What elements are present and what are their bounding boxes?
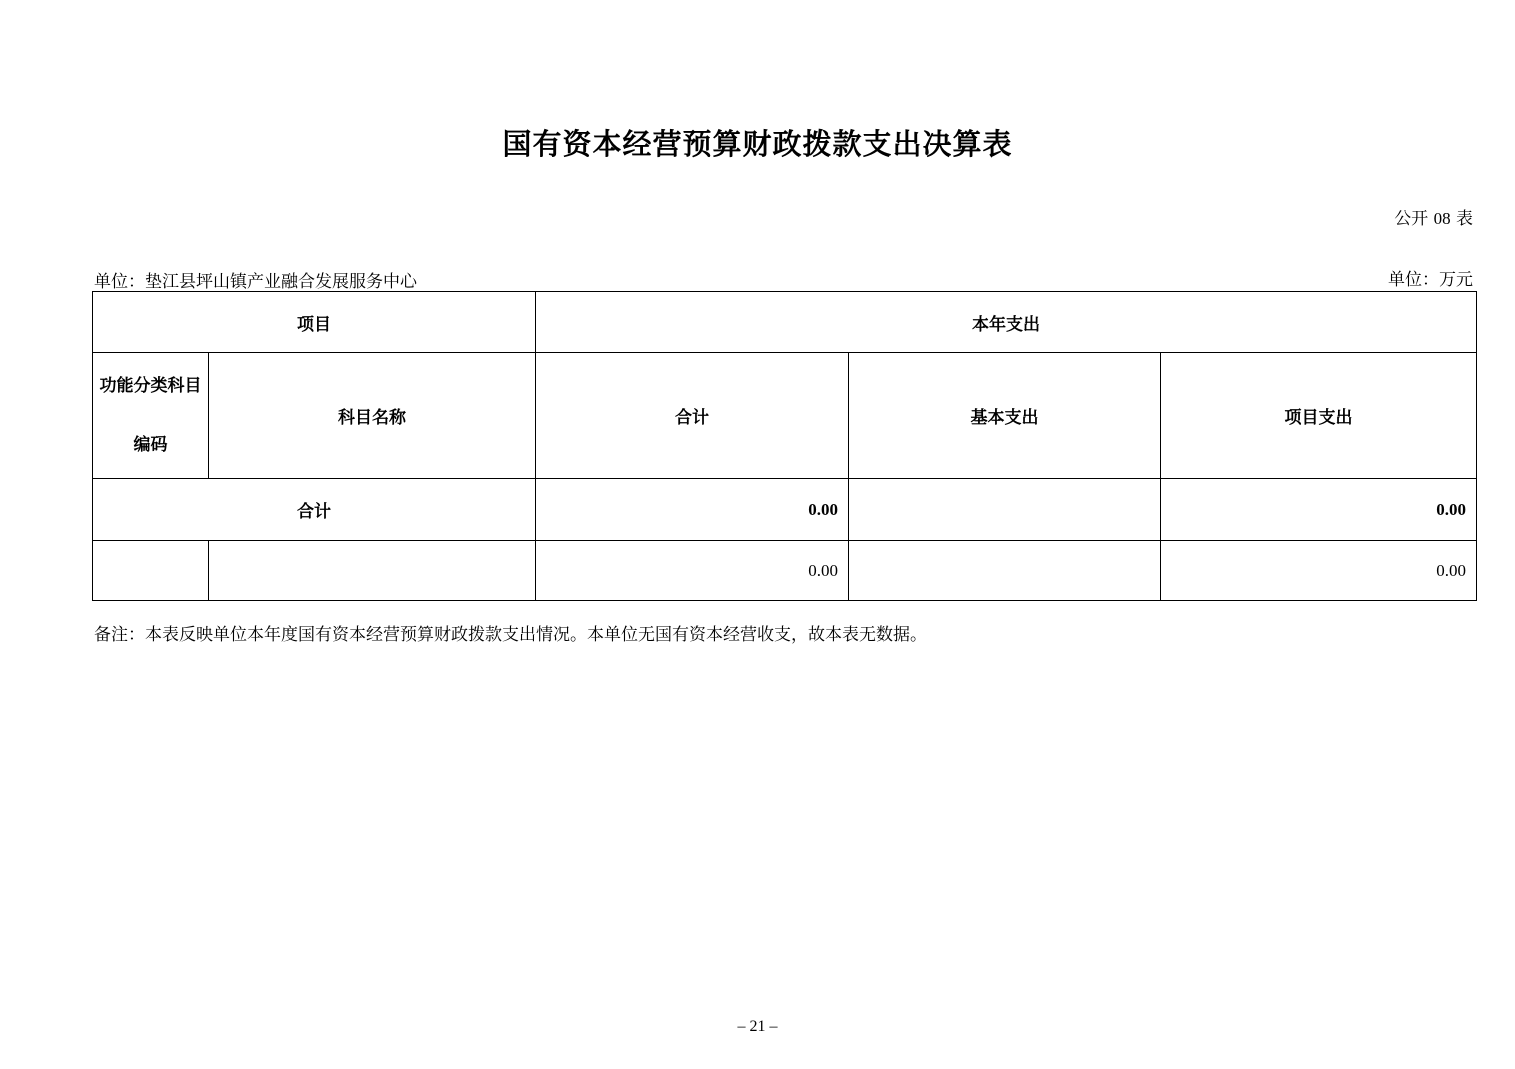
header-function-code xyxy=(93,353,209,479)
header-item: 项目 xyxy=(93,292,536,353)
header-project-expense: 项目支出 xyxy=(1161,353,1477,479)
row-subject-name xyxy=(209,541,536,601)
header-function-code-line2: 编码 xyxy=(133,434,168,455)
header-total: 合计 xyxy=(536,353,849,479)
row-total: 0.00 xyxy=(536,541,849,601)
form-number-suffix: 表 xyxy=(1456,209,1473,229)
total-row-project: 0.00 xyxy=(1161,479,1477,541)
page-title: 国有资本经营预算财政拨款支出决算表 xyxy=(502,127,1013,161)
row-code xyxy=(93,541,209,601)
row-project: 0.00 xyxy=(1161,541,1477,601)
form-number-value: 08 xyxy=(1433,209,1451,228)
table-header-row-2 xyxy=(93,353,1477,479)
table-note: 备注：本表反映单位本年度国有资本经营预算财政拨款支出情况。本单位无国有资本经营收支，故本表无数据。 xyxy=(94,625,927,645)
expense-table xyxy=(92,291,1477,601)
currency-unit-label: 单位：万元 xyxy=(1388,270,1473,290)
header-current-year-expense: 本年支出 xyxy=(536,292,1477,353)
header-function-code-line1: 功能分类科目 xyxy=(99,375,202,396)
total-row-total: 0.00 xyxy=(536,479,849,541)
header-basic-expense: 基本支出 xyxy=(849,353,1161,479)
form-number-prefix: 公开 xyxy=(1394,209,1429,229)
table-row xyxy=(93,541,1477,601)
organization-unit-label: 单位：垫江县坪山镇产业融合发展服务中心 xyxy=(94,272,417,292)
total-row-label: 合计 xyxy=(93,479,536,541)
header-subject-name: 科目名称 xyxy=(209,353,536,479)
form-number xyxy=(1394,204,1473,229)
table-header-row-1 xyxy=(93,292,1477,353)
table-total-row xyxy=(93,479,1477,541)
total-row-basic xyxy=(849,479,1161,541)
row-basic xyxy=(849,541,1161,601)
page-number: – 21 – xyxy=(737,1018,778,1035)
